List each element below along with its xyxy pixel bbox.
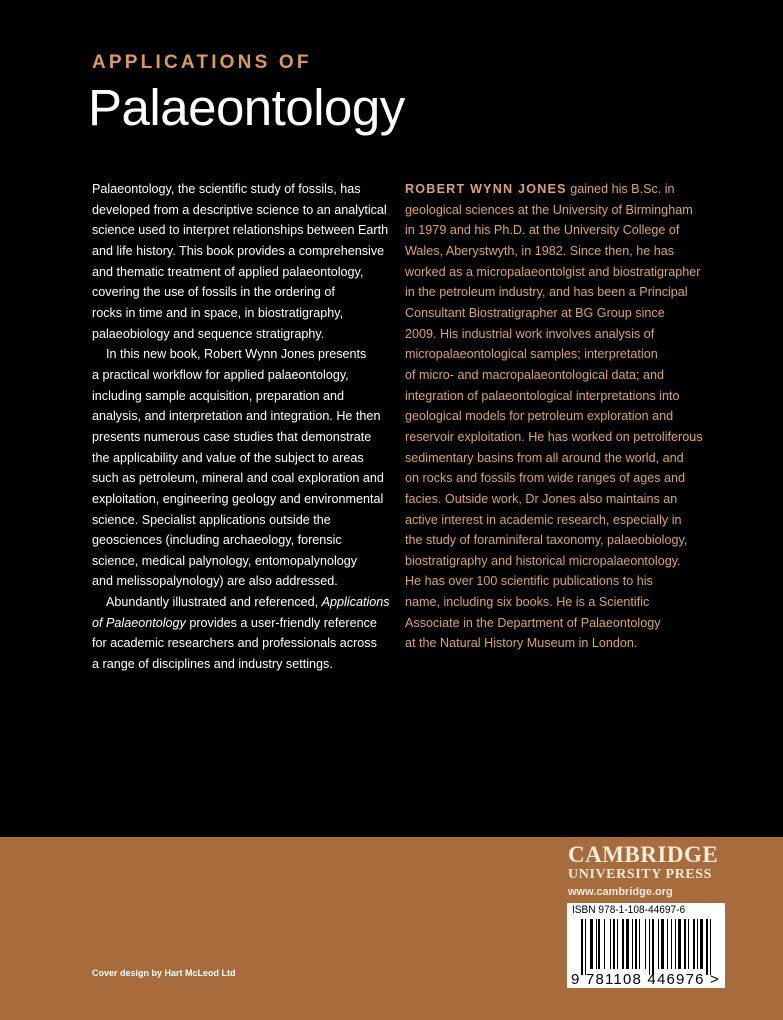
description-line bbox=[92, 406, 390, 427]
barcode-bar bbox=[610, 919, 611, 969]
description-text: developed from a descriptive science to an analytical bbox=[92, 202, 387, 217]
biography-text: biostratigraphy and historical micropalaeontology. bbox=[405, 553, 681, 568]
barcode-bar bbox=[710, 919, 711, 975]
biography-line bbox=[405, 468, 703, 489]
barcode-bar bbox=[667, 919, 668, 969]
barcode-bar bbox=[632, 919, 633, 969]
barcode-bar bbox=[622, 919, 624, 969]
barcode-bar bbox=[598, 919, 600, 969]
barcode-bar bbox=[671, 919, 672, 969]
description-line bbox=[92, 344, 390, 365]
biography-line bbox=[405, 551, 703, 572]
biography-text: worked as a micropalaeontolgist and biostratigrapher bbox=[405, 264, 701, 279]
book-title-italic: Applications bbox=[321, 595, 390, 610]
biography-line bbox=[405, 633, 703, 654]
barcode-bar bbox=[652, 919, 654, 975]
biography-text: He has over 100 scientific publications to his bbox=[405, 574, 653, 589]
biography-line bbox=[405, 448, 703, 469]
biography-text: sedimentary basins from all around the world, and bbox=[405, 450, 684, 465]
barcode-icon bbox=[581, 919, 711, 975]
barcode-bar bbox=[684, 919, 686, 969]
barcode-bar bbox=[661, 919, 664, 969]
description-text: science used to interpret relationships between Earth bbox=[92, 223, 389, 238]
biography-text: gained his B.Sc. in bbox=[566, 182, 675, 196]
description-text: analysis, and interpretation and integration. He then bbox=[92, 409, 381, 424]
cover-credit: Cover design by Hart McLeod Ltd bbox=[92, 968, 236, 978]
description-text: In this new book, Robert Wynn Jones presents bbox=[106, 347, 367, 362]
biography-line bbox=[405, 179, 703, 200]
description-line bbox=[92, 510, 390, 531]
barcode-bar bbox=[658, 919, 659, 969]
description-text: and life history. This book provides a comprehensive bbox=[92, 243, 385, 258]
description-line bbox=[92, 179, 390, 200]
description-line bbox=[92, 427, 390, 448]
description-text: geosciences (including archaeology, forensic bbox=[92, 533, 342, 548]
biography-line bbox=[405, 530, 703, 551]
author-biography bbox=[405, 179, 703, 654]
description-text: the applicability and value of the subject to areas bbox=[92, 450, 364, 465]
biography-text: the study of foraminiferal taxonomy, palaeobiology, bbox=[405, 533, 688, 548]
biography-line bbox=[405, 386, 703, 407]
description-text: palaeobiology and sequence stratigraphy. bbox=[92, 326, 325, 341]
biography-text: of micro- and macropalaeontological data; and bbox=[405, 367, 665, 382]
description-text: Abundantly illustrated and referenced, bbox=[106, 595, 322, 610]
description-text: rocks in time and in space, in biostratigraphy, bbox=[92, 305, 344, 320]
biography-text: in 1979 and his Ph.D. at the University College of bbox=[405, 223, 680, 238]
biography-text: geological sciences at the University of Birmingham bbox=[405, 202, 693, 217]
description-text: such as petroleum, mineral and coal exploration and bbox=[92, 471, 384, 486]
publisher-logo-line1: CAMBRIDGE bbox=[568, 842, 719, 867]
description-text: for academic researchers and professionals across bbox=[92, 636, 377, 651]
barcode-bar bbox=[706, 919, 708, 975]
barcode-bar bbox=[688, 919, 689, 969]
barcode-bar bbox=[697, 919, 698, 969]
description-line bbox=[92, 386, 390, 407]
description-line bbox=[92, 324, 390, 345]
barcode-bar bbox=[678, 919, 681, 969]
book-title-italic: of Palaeontology bbox=[92, 615, 186, 630]
description-text: science, medical palynology, entomopalynology bbox=[92, 553, 358, 568]
barcode-bar bbox=[675, 919, 676, 969]
biography-text: in the petroleum industry, and has been a Principal bbox=[405, 285, 688, 300]
book-title: Palaeontology bbox=[88, 79, 405, 136]
biography-line bbox=[405, 510, 703, 531]
biography-line bbox=[405, 571, 703, 592]
biography-text: name, including six books. He is a Scientific bbox=[405, 595, 650, 610]
description-line bbox=[92, 613, 390, 634]
description-line bbox=[92, 530, 390, 551]
biography-text: reservoir exploitation. He has worked on petroliferous bbox=[405, 429, 703, 444]
biography-line bbox=[405, 241, 703, 262]
biography-line bbox=[405, 324, 703, 345]
barcode-bar bbox=[635, 919, 637, 969]
biography-line bbox=[405, 220, 703, 241]
biography-text: micropalaeontological samples; interpretation bbox=[405, 347, 658, 362]
publisher-url: www.cambridge.org bbox=[568, 886, 673, 898]
description-line bbox=[92, 303, 390, 324]
barcode-bar bbox=[626, 919, 629, 969]
biography-line bbox=[405, 613, 703, 634]
description-line bbox=[92, 551, 390, 572]
author-name: ROBERT WYNN JONES bbox=[405, 182, 567, 196]
biography-text: 2009. His industrial work involves analysis of bbox=[405, 326, 655, 341]
description-line bbox=[92, 200, 390, 221]
barcode-box bbox=[567, 903, 725, 988]
publisher-logo-line2: UNIVERSITY PRESS bbox=[568, 867, 713, 882]
biography-line bbox=[405, 303, 703, 324]
biography-line bbox=[405, 406, 703, 427]
description-text: and thematic treatment of applied palaeontology, bbox=[92, 264, 364, 279]
biography-text: integration of palaeontological interpretations into bbox=[405, 388, 680, 403]
description-text: science. Specialist applications outside the bbox=[92, 512, 331, 527]
biography-text: facies. Outside work, Dr Jones also maintains an bbox=[405, 491, 678, 506]
biography-text: at the Natural History Museum in London. bbox=[405, 636, 638, 651]
description-text: including sample acquisition, preparation and bbox=[92, 388, 345, 403]
description-line bbox=[92, 262, 390, 283]
description-line bbox=[92, 241, 390, 262]
biography-line bbox=[405, 344, 703, 365]
description-line bbox=[92, 468, 390, 489]
biography-line bbox=[405, 200, 703, 221]
barcode-bar bbox=[693, 919, 695, 969]
description-text: exploitation, engineering geology and environmental bbox=[92, 491, 384, 506]
description-line bbox=[92, 489, 390, 510]
barcode-bar bbox=[585, 919, 586, 975]
description-line bbox=[92, 571, 390, 592]
biography-line bbox=[405, 592, 703, 613]
isbn-text: ISBN 978-1-108-44697-6 bbox=[572, 904, 686, 916]
biography-text: on rocks and fossils from wide ranges of ages and bbox=[405, 471, 686, 486]
barcode-bar bbox=[617, 919, 618, 969]
description-text: provides a user-friendly reference bbox=[185, 615, 377, 630]
barcode-bar bbox=[613, 919, 615, 969]
biography-line bbox=[405, 262, 703, 283]
description-text: a practical workflow for applied palaeontology, bbox=[92, 367, 349, 382]
barcode-bar bbox=[700, 919, 703, 969]
barcode-bar bbox=[645, 919, 646, 969]
biography-text: Associate in the Department of Palaeontology bbox=[405, 615, 661, 630]
barcode-bar bbox=[581, 919, 583, 975]
barcode-bar bbox=[639, 919, 640, 969]
description-text: presents numerous case studies that demonstrate bbox=[92, 429, 372, 444]
barcode-bar bbox=[596, 919, 597, 969]
description-line bbox=[92, 654, 390, 675]
description-text: and melissopalynology) are also addressed. bbox=[92, 574, 338, 589]
ean-number: 9 781108 446976 > bbox=[571, 971, 720, 988]
description-line bbox=[92, 282, 390, 303]
biography-text: active interest in academic research, especially in bbox=[405, 512, 682, 527]
barcode-bar bbox=[604, 919, 605, 969]
description-line bbox=[92, 633, 390, 654]
biography-line bbox=[405, 427, 703, 448]
book-description bbox=[92, 179, 390, 675]
biography-line bbox=[405, 489, 703, 510]
biography-line bbox=[405, 365, 703, 386]
description-text: a range of disciplines and industry settings. bbox=[92, 657, 333, 672]
description-line bbox=[92, 220, 390, 241]
description-line bbox=[92, 592, 390, 613]
biography-text: geological models for petroleum exploration and bbox=[405, 409, 674, 424]
barcode-bar bbox=[649, 919, 650, 975]
description-text: covering the use of fossils in the ordering of bbox=[92, 285, 335, 300]
biography-text: Wales, Aberystwyth, in 1982. Since then, he has bbox=[405, 243, 675, 258]
barcode-bar bbox=[590, 919, 593, 969]
description-line bbox=[92, 448, 390, 469]
series-label: APPLICATIONS OF bbox=[92, 52, 312, 73]
description-text: Palaeontology, the scientific study of fossils, has bbox=[92, 182, 361, 196]
biography-line bbox=[405, 282, 703, 303]
biography-text: Consultant Biostratigrapher at BG Group since bbox=[405, 305, 665, 320]
description-line bbox=[92, 365, 390, 386]
